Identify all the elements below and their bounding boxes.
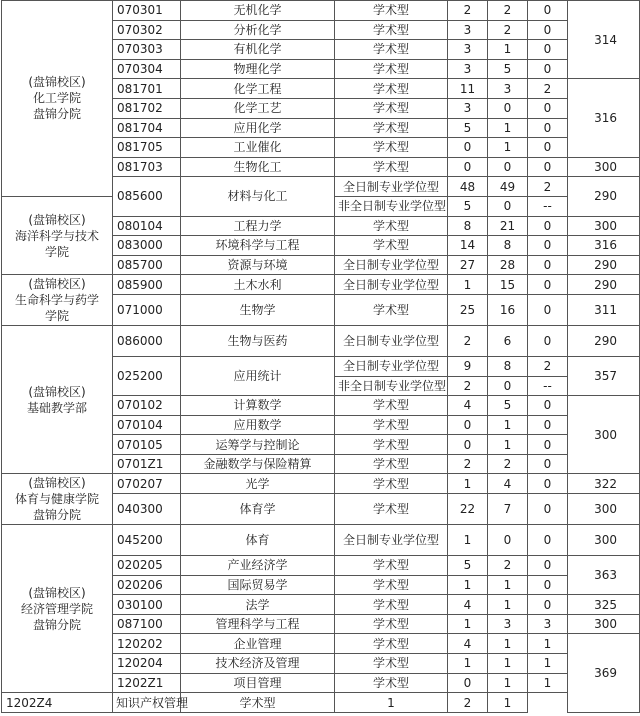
school-name-cell (2, 474, 113, 525)
count-b-cell: 1 (488, 634, 528, 654)
count-a-cell: 25 (448, 294, 488, 325)
major-code-cell: 0701Z1 (113, 454, 181, 474)
count-a-cell: 0 (448, 435, 488, 455)
count-c-cell: 2 (528, 177, 568, 197)
degree-type-cell: 学术型 (335, 575, 448, 595)
count-b-cell: 2 (488, 1, 528, 21)
major-name-cell: 化学工程 (181, 79, 335, 99)
count-b-cell: 16 (488, 294, 528, 325)
count-b-cell: 8 (488, 356, 528, 376)
major-code-cell: 085900 (113, 275, 181, 295)
table-body (2, 1, 640, 713)
major-code-cell: 020205 (113, 556, 181, 576)
count-c-cell: 0 (528, 20, 568, 40)
major-name-cell: 分析化学 (181, 20, 335, 40)
major-name-cell: 生物学 (181, 294, 335, 325)
major-code-cell: 070207 (113, 474, 181, 494)
major-code-cell: 070301 (113, 1, 181, 21)
degree-type-cell: 学术型 (335, 595, 448, 615)
count-a-cell: 3 (448, 20, 488, 40)
table-row (2, 474, 640, 494)
count-c-cell: 0 (528, 575, 568, 595)
major-name-cell: 运筹学与控制论 (181, 435, 335, 455)
degree-type-cell: 学术型 (335, 118, 448, 138)
major-name-cell: 应用数学 (181, 415, 335, 435)
major-code-cell: 071000 (113, 294, 181, 325)
major-code-cell: 1202Z4 (2, 693, 113, 713)
degree-type-cell: 非全日制专业学位型 (335, 196, 448, 216)
degree-type-cell: 全日制专业学位型 (335, 275, 448, 295)
count-a-cell: 2 (448, 1, 488, 21)
score-line-cell: 300 (568, 525, 640, 556)
count-c-cell: 0 (528, 294, 568, 325)
admission-table (1, 0, 640, 713)
count-b-cell: 0 (488, 98, 528, 118)
major-name-cell: 工程力学 (181, 216, 335, 236)
count-b-cell: 0 (488, 196, 528, 216)
degree-type-cell: 学术型 (335, 634, 448, 654)
table-row (2, 693, 640, 713)
major-name-cell: 土木水利 (181, 275, 335, 295)
degree-type-cell: 学术型 (335, 138, 448, 158)
count-c-cell: -- (528, 196, 568, 216)
count-a-cell: 4 (448, 595, 488, 615)
count-c-cell: 0 (528, 435, 568, 455)
major-name-cell: 工业催化 (181, 138, 335, 158)
count-a-cell: 11 (448, 79, 488, 99)
count-a-cell: 8 (448, 216, 488, 236)
score-line-cell: 316 (568, 236, 640, 256)
school-name-cell (2, 196, 113, 274)
major-code-cell: 081704 (113, 118, 181, 138)
major-name-cell: 无机化学 (181, 1, 335, 21)
count-a-cell: 5 (448, 196, 488, 216)
count-c-cell: 0 (528, 157, 568, 177)
count-b-cell: 1 (488, 138, 528, 158)
school-name-cell (2, 325, 113, 474)
count-c-cell: 2 (528, 356, 568, 376)
count-c-cell: 0 (528, 255, 568, 275)
count-b-cell: 2 (488, 20, 528, 40)
major-name-cell: 环境科学与工程 (181, 236, 335, 256)
degree-type-cell: 学术型 (335, 396, 448, 416)
score-line-cell: 290 (568, 177, 640, 216)
degree-type-cell: 非全日制专业学位型 (335, 376, 448, 396)
major-name-cell: 应用统计 (181, 356, 335, 395)
school-name-line: 盘锦分院 (32, 107, 81, 122)
degree-type-cell: 学术型 (335, 494, 448, 525)
count-c-cell: 0 (528, 216, 568, 236)
major-name-cell: 产业经济学 (181, 556, 335, 576)
count-b-cell: 7 (488, 494, 528, 525)
count-a-cell: 1 (448, 275, 488, 295)
major-code-cell: 070102 (113, 396, 181, 416)
degree-type-cell: 学术型 (335, 98, 448, 118)
degree-type-cell: 学术型 (335, 435, 448, 455)
count-c-cell: 0 (528, 40, 568, 60)
count-b-cell: 1 (488, 654, 528, 674)
major-code-cell: 040300 (113, 494, 181, 525)
count-a-cell: 1 (448, 575, 488, 595)
count-b-cell: 1 (488, 575, 528, 595)
major-code-cell: 045200 (113, 525, 181, 556)
count-c-cell: 0 (528, 98, 568, 118)
count-c-cell: 0 (528, 236, 568, 256)
count-a-cell: 5 (448, 556, 488, 576)
school-name-line: 生命科学与药学 (14, 293, 99, 308)
count-b-cell: 4 (488, 474, 528, 494)
count-a-cell: 2 (448, 454, 488, 474)
count-c-cell: 0 (528, 138, 568, 158)
major-name-cell: 计算数学 (181, 396, 335, 416)
major-code-cell: 070302 (113, 20, 181, 40)
count-c-cell: 0 (528, 454, 568, 474)
degree-type-cell: 全日制专业学位型 (335, 177, 448, 197)
score-line-cell: 357 (568, 356, 640, 395)
count-b-cell: 1 (488, 415, 528, 435)
major-code-cell: 025200 (113, 356, 181, 395)
count-c-cell: 0 (528, 118, 568, 138)
degree-type-cell: 学术型 (335, 294, 448, 325)
count-a-cell: 3 (448, 59, 488, 79)
count-a-cell: 9 (448, 356, 488, 376)
score-line-cell: 363 (568, 556, 640, 595)
degree-type-cell: 学术型 (335, 20, 448, 40)
major-code-cell: 070104 (113, 415, 181, 435)
school-name-line: 学院 (44, 244, 69, 259)
count-b-cell: 5 (488, 396, 528, 416)
major-code-cell: 120202 (113, 634, 181, 654)
score-line-cell: 300 (568, 614, 640, 634)
score-line-cell: 290 (568, 275, 640, 295)
score-line-cell: 325 (568, 595, 640, 615)
count-b-cell: 5 (488, 59, 528, 79)
count-c-cell: 1 (528, 673, 568, 693)
count-c-cell: -- (528, 376, 568, 396)
school-name-line: 学院 (44, 309, 69, 324)
major-code-cell: 081702 (113, 98, 181, 118)
count-b-cell: 3 (488, 614, 528, 634)
count-b-cell: 1 (488, 673, 528, 693)
school-name-line: (盘锦校区) (28, 212, 86, 227)
degree-type-cell: 全日制专业学位型 (335, 325, 448, 356)
major-code-cell: 087100 (113, 614, 181, 634)
school-name-line: (盘锦校区) (28, 277, 86, 292)
count-a-cell: 0 (448, 157, 488, 177)
score-line-cell: 314 (568, 1, 640, 79)
school-name-line: 体育与健康学院 (14, 492, 99, 507)
school-name-line: 化工学院 (32, 91, 81, 106)
count-c-cell: 1 (488, 693, 528, 713)
count-a-cell: 2 (448, 376, 488, 396)
major-code-cell: 081705 (113, 138, 181, 158)
degree-type-cell: 学术型 (335, 40, 448, 60)
count-b-cell: 21 (488, 216, 528, 236)
major-code-cell: 081703 (113, 157, 181, 177)
count-c-cell: 0 (528, 1, 568, 21)
major-name-cell: 材料与化工 (181, 177, 335, 216)
major-code-cell: 020206 (113, 575, 181, 595)
score-line-cell: 322 (568, 474, 640, 494)
major-code-cell: 120204 (113, 654, 181, 674)
major-code-cell: 1202Z1 (113, 673, 181, 693)
score-line-cell: 369 (568, 634, 640, 712)
major-code-cell: 030100 (113, 595, 181, 615)
degree-type-cell: 全日制专业学位型 (335, 356, 448, 376)
school-name-line: (盘锦校区) (28, 384, 86, 399)
major-code-cell: 070303 (113, 40, 181, 60)
school-name-line: (盘锦校区) (28, 75, 86, 90)
table-row (2, 1, 640, 21)
count-a-cell: 1 (448, 614, 488, 634)
count-c-cell: 0 (528, 474, 568, 494)
major-name-cell: 资源与环境 (181, 255, 335, 275)
major-name-cell: 物理化学 (181, 59, 335, 79)
score-line-cell: 300 (568, 494, 640, 525)
degree-type-cell: 学术型 (335, 157, 448, 177)
major-name-cell: 法学 (181, 595, 335, 615)
count-c-cell: 2 (528, 79, 568, 99)
major-name-cell: 光学 (181, 474, 335, 494)
major-code-cell: 085600 (113, 177, 181, 216)
count-a-cell: 48 (448, 177, 488, 197)
count-b-cell: 8 (488, 236, 528, 256)
degree-type-cell: 全日制专业学位型 (335, 525, 448, 556)
school-name-line: 盘锦分院 (32, 508, 81, 523)
major-code-cell: 070105 (113, 435, 181, 455)
major-name-cell: 化学工艺 (181, 98, 335, 118)
count-b-cell: 28 (488, 255, 528, 275)
count-a-cell: 2 (448, 325, 488, 356)
count-a-cell: 3 (448, 98, 488, 118)
count-a-cell: 5 (448, 118, 488, 138)
table-row (2, 525, 640, 556)
count-b-cell: 1 (488, 435, 528, 455)
count-b-cell: 1 (488, 118, 528, 138)
major-name-cell: 体育学 (181, 494, 335, 525)
count-b-cell: 2 (448, 693, 488, 713)
major-code-cell: 070304 (113, 59, 181, 79)
major-code-cell: 085700 (113, 255, 181, 275)
degree-type-cell: 学术型 (335, 556, 448, 576)
score-line-cell: 300 (568, 157, 640, 177)
major-name-cell: 技术经济及管理 (181, 654, 335, 674)
count-c-cell: 0 (528, 59, 568, 79)
count-b-cell: 1 (488, 40, 528, 60)
score-line-cell: 300 (568, 216, 640, 236)
major-code-cell: 080104 (113, 216, 181, 236)
major-code-cell: 086000 (113, 325, 181, 356)
degree-type-cell: 学术型 (335, 454, 448, 474)
major-code-cell: 083000 (113, 236, 181, 256)
degree-type-cell: 学术型 (335, 236, 448, 256)
count-a-cell: 0 (448, 138, 488, 158)
score-line-cell: 290 (568, 255, 640, 275)
school-name-line: 盘锦分院 (32, 617, 81, 632)
count-c-cell: 0 (528, 415, 568, 435)
count-b-cell: 0 (488, 525, 528, 556)
score-line-cell: 300 (568, 396, 640, 474)
major-name-cell: 知识产权管理 (113, 693, 181, 713)
school-name-cell (2, 1, 113, 197)
score-line-cell: 311 (568, 294, 640, 325)
count-a-cell: 1 (448, 525, 488, 556)
count-c-cell: 1 (528, 634, 568, 654)
school-name-line: (盘锦校区) (28, 476, 86, 491)
count-a-cell: 1 (448, 474, 488, 494)
count-a-cell: 22 (448, 494, 488, 525)
school-name-line: 经济管理学院 (20, 601, 93, 616)
count-b-cell: 15 (488, 275, 528, 295)
major-name-cell: 应用化学 (181, 118, 335, 138)
major-name-cell: 国际贸易学 (181, 575, 335, 595)
major-name-cell: 生物化工 (181, 157, 335, 177)
major-name-cell: 生物与医药 (181, 325, 335, 356)
count-c-cell: 0 (528, 396, 568, 416)
count-c-cell: 3 (528, 614, 568, 634)
major-name-cell: 项目管理 (181, 673, 335, 693)
degree-type-cell: 学术型 (335, 79, 448, 99)
major-name-cell: 企业管理 (181, 634, 335, 654)
major-code-cell: 081701 (113, 79, 181, 99)
degree-type-cell: 学术型 (335, 415, 448, 435)
count-a-cell: 1 (448, 654, 488, 674)
major-name-cell: 金融数学与保险精算 (181, 454, 335, 474)
degree-type-cell: 全日制专业学位型 (335, 255, 448, 275)
count-c-cell: 0 (528, 494, 568, 525)
school-name-line: (盘锦校区) (28, 585, 86, 600)
degree-type-cell: 学术型 (335, 59, 448, 79)
count-c-cell: 0 (528, 325, 568, 356)
degree-type-cell: 学术型 (335, 654, 448, 674)
count-a-cell: 4 (448, 634, 488, 654)
count-b-cell: 3 (488, 79, 528, 99)
count-c-cell: 0 (528, 525, 568, 556)
major-name-cell: 体育 (181, 525, 335, 556)
count-a-cell: 14 (448, 236, 488, 256)
major-name-cell: 管理科学与工程 (181, 614, 335, 634)
count-a-cell: 1 (335, 693, 448, 713)
major-name-cell: 有机化学 (181, 40, 335, 60)
table-row (2, 325, 640, 356)
degree-type-cell: 学术型 (335, 673, 448, 693)
school-name-line: 基础教学部 (26, 400, 87, 415)
count-b-cell: 0 (488, 376, 528, 396)
school-name-line: 海洋科学与技术 (14, 228, 99, 243)
degree-type-cell: 学术型 (335, 474, 448, 494)
count-c-cell: 0 (528, 595, 568, 615)
degree-type-cell: 学术型 (335, 1, 448, 21)
count-b-cell: 6 (488, 325, 528, 356)
count-b-cell: 2 (488, 556, 528, 576)
degree-type-cell: 学术型 (335, 614, 448, 634)
school-name-cell (2, 275, 113, 326)
count-b-cell: 1 (488, 595, 528, 615)
count-a-cell: 3 (448, 40, 488, 60)
degree-type-cell: 学术型 (335, 216, 448, 236)
score-line-cell: 290 (568, 325, 640, 356)
count-b-cell: 49 (488, 177, 528, 197)
school-name-cell (2, 525, 113, 693)
score-line-cell: 316 (568, 79, 640, 157)
count-a-cell: 0 (448, 673, 488, 693)
table-row (2, 275, 640, 295)
degree-type-cell: 学术型 (181, 693, 335, 713)
count-a-cell: 27 (448, 255, 488, 275)
count-a-cell: 4 (448, 396, 488, 416)
count-c-cell: 1 (528, 654, 568, 674)
count-c-cell: 0 (528, 275, 568, 295)
count-b-cell: 0 (488, 157, 528, 177)
count-c-cell: 0 (528, 556, 568, 576)
count-b-cell: 2 (488, 454, 528, 474)
count-a-cell: 0 (448, 415, 488, 435)
